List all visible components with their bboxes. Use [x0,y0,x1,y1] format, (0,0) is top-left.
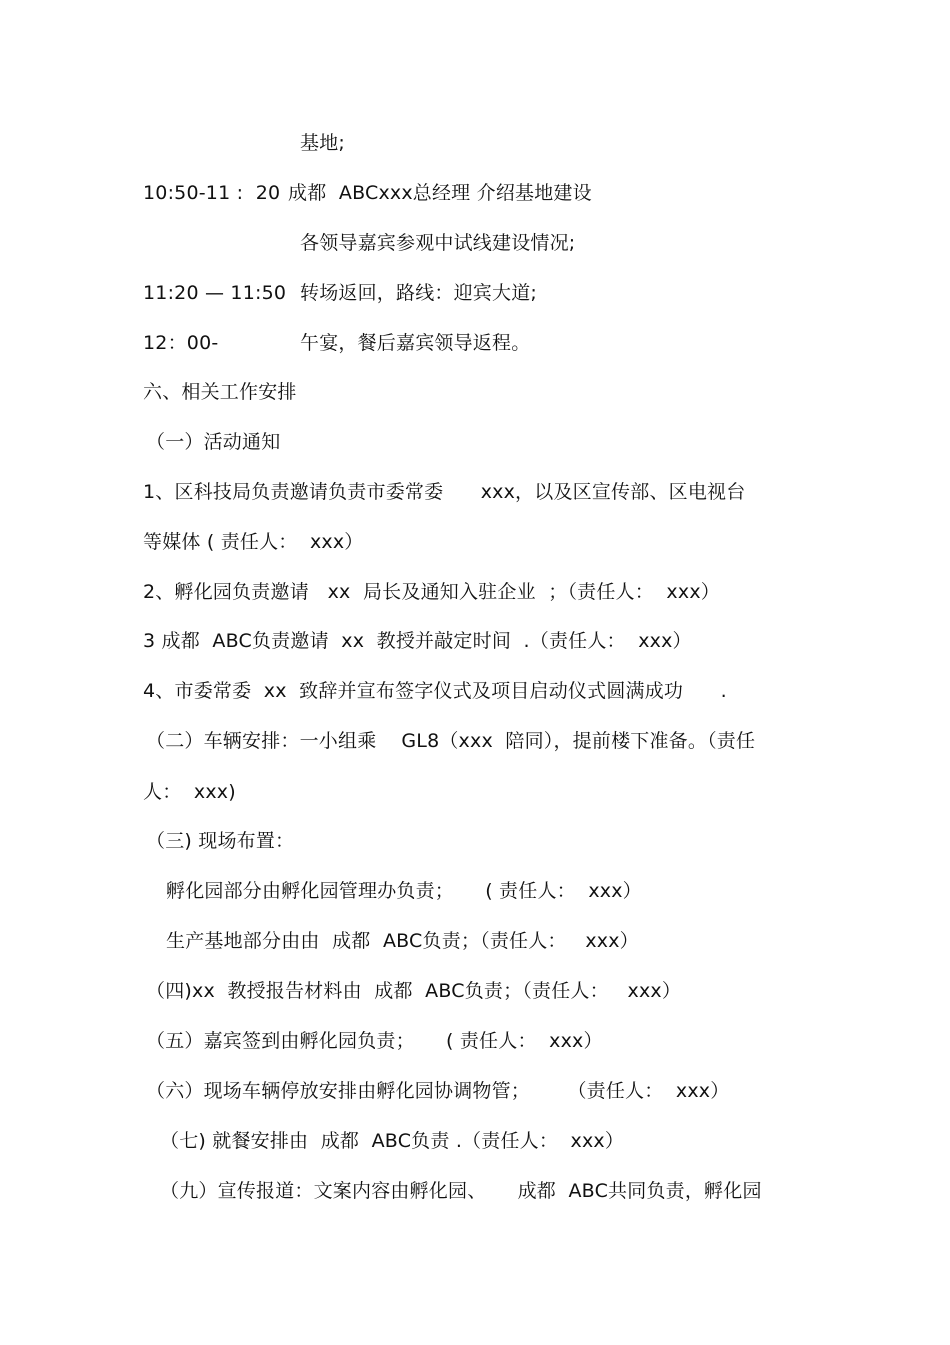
schedule-text-4: 午宴，餐后嘉宾领导返程。 [300,332,531,354]
notice-item-3: 3 成都 ABC负责邀请 xx 教授并敲定时间 .（责任人： xxx） [143,630,692,652]
schedule-continuation-1: 基地; [300,132,346,154]
subsection-heading-notice: （一）活动通知 [146,431,281,453]
vehicle-arrangement-line1: （二）车辆安排：一小组乘 GL8（xxx 陪同），提前楼下准备。（责任 [146,730,756,752]
schedule-time-3: 11:20 — 11:50 [143,282,287,304]
notice-item-2: 2、孵化园负责邀请 xx 局长及通知入驻企业 ；（责任人： xxx） [143,581,720,603]
schedule-text-3: 转场返回，路线：迎宾大道; [300,282,538,304]
venue-layout-item-1: 孵化园部分由孵化园管理办负责； ( 责任人： xxx） [166,880,642,902]
section-heading: 六、相关工作安排 [143,381,297,403]
schedule-time-4: 12：00- [143,332,219,354]
notice-item-1-line1: 1、区科技局负责邀请负责市委常委 xxx，以及区宣传部、区电视台 [143,481,746,503]
schedule-continuation-2: 各领导嘉宾参观中试线建设情况; [300,232,576,254]
guest-signin: （五）嘉宾签到由孵化园负责； ( 责任人： xxx） [146,1030,603,1052]
venue-layout-heading: （三) 现场布置： [146,830,295,852]
schedule-time-2: 10:50-11 : 20 [143,182,281,204]
report-materials: （四)xx 教授报告材料由 成都 ABC负责；（责任人： xxx） [146,980,682,1002]
dining-arrangement: （七) 就餐安排由 成都 ABC负责 .（责任人： xxx） [160,1130,625,1152]
vehicle-arrangement-line2: 人： xxx) [143,781,236,803]
venue-layout-item-2: 生产基地部分由由 成都 ABC负责；（责任人： xxx） [166,930,639,952]
parking-arrangement: （六）现场车辆停放安排由孵化园协调物管； （责任人： xxx） [146,1080,730,1102]
notice-item-4: 4、市委常委 xx 致辞并宣布签字仪式及项目启动仪式圆满成功 . [143,680,727,702]
notice-item-1-line2: 等媒体 ( 责任人： xxx） [143,531,364,553]
schedule-text-2: 成都 ABCxxx总经理 介绍基地建设 [288,182,592,204]
publicity-report: （九）宣传报道：文案内容由孵化园、 成都 ABC共同负责，孵化园 [160,1180,762,1202]
